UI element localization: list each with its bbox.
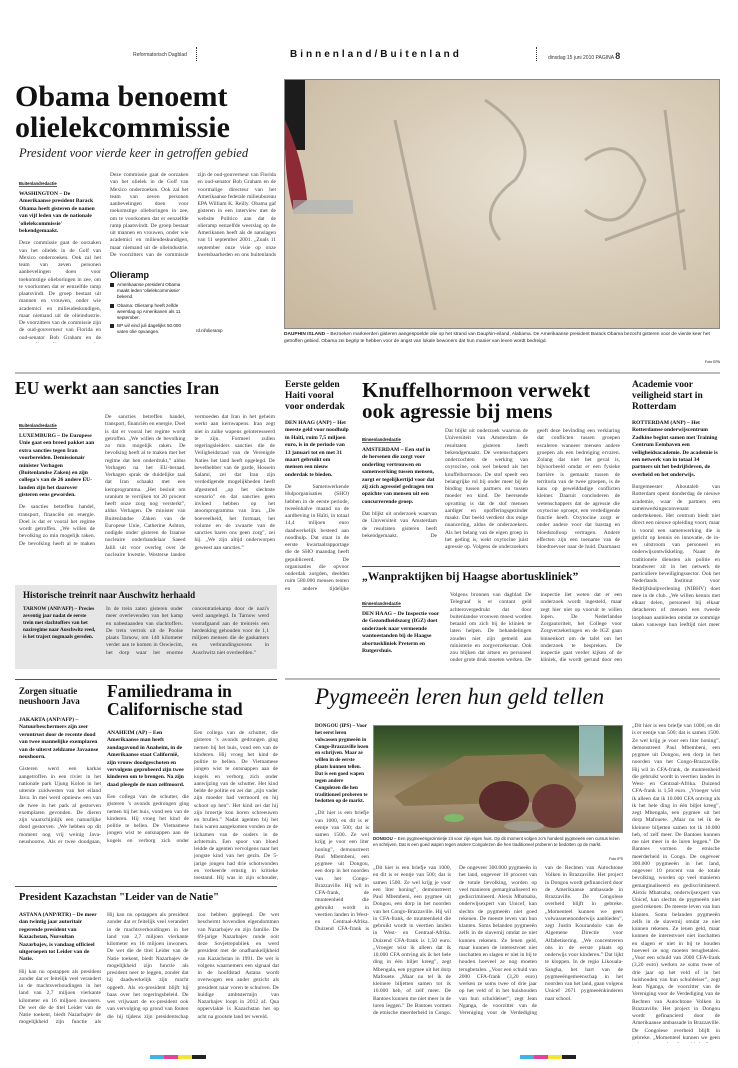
body-text: De Samenwerkende Hulporganisaties (SHO) hebben in de eerste periode, tweeënhalve maand na de aardbeving in Haïti, in totaal 14,4 miljoen euro daadwerkelijk besteed aan noodhulp. Dat staat in de eerste kwartaalrapportage die de SHO maandag heeft gepubliceerd. De organisaties die opvoor onderdak zorgden, deelden ruim 580.000 mensen tenten en andere tijdelijke bbox=[285, 484, 349, 592]
divider bbox=[362, 566, 620, 567]
headline-familiedrama: Familiedrama in Californische stad bbox=[107, 681, 243, 719]
lead: DEN HAAG (ANP) – Het meeste geld voor noodhulp in Haïti, ruim 7,5 miljoen euro, is in de periode van 13 januari tot en met 31 maart gebruikt om mensen een nieuw onderdak te bieden. bbox=[285, 420, 349, 478]
hut-illustration bbox=[374, 726, 624, 834]
haiti-column bbox=[285, 420, 349, 672]
lead: DEN HAAG – De Inspectie voor de Gezondheidszorg (IGZ) doet onderzoek naar vermeende wantoestanden bij de Haagse abortuskliniek Preterm en Rutgershuis. bbox=[362, 611, 440, 654]
pygmeeen-body: „Dit hier is een briefje van 1000, en dit is er eentje van 500; dat is samen 1500. Ze wel krijg je voor een liter honing”, demonstreert Paul Mbembeni, een pygmee uit Dongou, een dorp in het noorden van het Congo-Brazzaville. Hij wil in CFA-frank, de munteenheid die gebruikt wordt in veertien landen in West- en Centraal-Afrika. Duizend CFA-frank is 1,50 euro. „Vroeger wist ik alleen dat ik 10.000 CFA ontving als ik het hele ding in één biljet kreeg”, zegt Mbengala, een pygmee uit het dorp Mafouete. „Maar nu tel ik de kleinere biljetten samen tot ik 10.000 heb, of zelf meer. De Bantoes kunnen me niet meer in de luren leggen.” De Bantoes vormen de etnische meerderheid in Congo. De ongeveer 300.000 pygmeeën in het land, ongeveer 10 procent van de totale bevolking, worden op veel manieren gemarginaliseerd en gediscrimineerd. Alexis Mbatsaba, onderwijsexpert van Unicef, kan slechts de pygmeeën niet goed rekenen. De meeste leven van hun klanten. Soms belanden pygmeeën zelfs in de slavernij omdat ze niet kunnen rekenen. Ze lenen geld, maar kunnen de interestvoet niet inschatten en slagen er niet in bij te houden hoeveel ze nog moeten terugbetalen. „Voor een schuld van 2000 CFA-frank (3,20 euro) werken ze soms twee of drie jaar op het veld of in het huishouden van hun schuldeiser”, zegt Jean Nganga, de voorzitter van de Vereniging voor de Verdediging van de Rechten van Autochtone Volken in Brazzaville. Het project in Dongou wordt gefinancierd door de Amerikaanse ambassade in Brazzaville. De Congolese overheid blijft in gebreke. „Momenteel kunnen we geen volwassenenonderwijs aanbieden”, zegt Justin Kourandolo van de Algemene Directie voor Alfabetisering. „We concentreren ons in de eerste plaats op onderwijs voor kinderen.” Dat lijkt te kloppen. In de regio Likouala-Sangha, het hart van de pygmeeëngemeenschap in het noorden van het land, gaan volgens Unicef 2671 pygmeeënkinderen naar school. bbox=[373, 865, 623, 1016]
body-text: „Dit hier is een briefje van 1000, en dit is er eentje van 500; dat is samen 1500. Ze wel krijg je voor een liter honing”, demonstreert Paul Mbembeni, een pygmee uit Dongou, een dorp in het noorden van het Congo-Brazzaville. Hij wil in CFA-frank, de munteenheid die gebruikt wordt in veertien landen in West- en Centraal-Afrika. Duizend CFA-frank is bbox=[315, 810, 369, 933]
auschwitz-body: In de trein zaten gisteren onder meer overlevenden van het kamp en nabestaanden van slachtoffers. De trein vertrok uit de Poolse plaats Tarnow, om 140 kilometer verder aan te komen in Oswiecim, het dorp waar het enorme concentratiekamp door de nazi's werd aangelegd. In Tarnow werd voorafgaand aan de treinreis een herdenking gehouden voor de 1,1 miljoen mensen die de gaskamers en verbrandingsovens in Auschwitz niet overleefden.” bbox=[106, 606, 269, 656]
page-number: 8 bbox=[615, 51, 621, 61]
byline: Buitenlandredactie bbox=[19, 423, 57, 428]
sand-writing bbox=[285, 80, 721, 330]
oxytocine-lead-column bbox=[362, 428, 437, 562]
byline: Buitenlandredactie bbox=[19, 181, 57, 186]
academie-column bbox=[632, 420, 720, 672]
headline-haiti: Eerste gelden Haiti vooral voor onderdak bbox=[285, 380, 345, 412]
auschwitz-box bbox=[15, 585, 277, 669]
caption-text: – Bezoeken markeerden gisteren aangespoelde olie op het strand van Dauphin-eiland, Alabama. De Amerikaanse president Barack Obama bezocht gisteren voor de vierde keer het getroffen gebied. Obama zei begrip te hebben voor de angst van lokale bewoners dat hun manier van leven wordt bedreigd. bbox=[284, 332, 710, 344]
pygmeeen-body-end: „Dit hier is een briefje van 1000, en dit is er eentje van 500; dat is samen 1500. Ze wel krijg je voor een liter honing”, demonstreert Paul Mbembeni, een pygmee uit Dongou, een dorp in het noorden van het Congo-Brazzaville. Hij wil in CFA-frank, de munteenheid die gebruikt wordt in veertien landen in West- en Centraal-Afrika. Duizend CFA-frank is 1,50 euro. „Vroeger wist ik alleen dat ik 10.000 CFA ontving als ik het hele ding in één biljet kreeg”, zegt Mbengala, een pygmee uit het dorp Mafouete. „Maar nu tel ik de kleinere biljetten samen tot ik 10.000 heb, of zelf meer. De Bantoes kunnen me niet meer in de luren leggen.” De Bantoes vormen de etnische meerderheid in Congo. De ongeveer 300.000 pygmeeën in het land, ongeveer 10 procent van de totale bevolking, worden op veel manieren gemarginaliseerd en gediscrimineerd. Alexis Mbatsaba, onderwijsexpert van Unicef, kan slechts de pygmeeën niet goed rekenen. De meeste leven van hun klanten. Soms belanden pygmeeën zelfs in de slavernij omdat ze niet kunnen rekenen. Ze lenen geld, maar kunnen de interestvoet niet inschatten en slagen er niet in bij te houden hoeveel ze nog moeten terugbetalen. „Voor een schuld van 2000 CFA-frank (3,20 euro) werken ze soms twee of drie jaar op het veld of in het huishouden van hun schuldeiser”, zegt Jean Nganga, de voorzitter van de Vereniging voor de Verdediging van de Rechten van Autochtone Volken in Brazzaville. Het project in Dongou wordt gefinancierd door de Amerikaanse ambassade in Brazzaville. De Congolese overheid blijft in gebreke. „Momenteel kunnen we geen bbox=[632, 723, 720, 1041]
lead: TARNOW (ANP/AFP) – Precies zeventig jaar nadat de eerste trein met slachtoffers van het naziregime naar Auschwitz reed, is het traject nogmaals gereden. bbox=[23, 606, 96, 640]
lead: WASHINGTON – De Amerikaanse president Barack Obama heeft gisteren de namen van vijf leden van de nationale 'olielekcommissie' bekendgemaakt. bbox=[19, 191, 95, 234]
photo-credit: Foto IPS bbox=[609, 857, 623, 861]
photo-beach-oil bbox=[284, 79, 720, 329]
lead: JAKARTA (ANP/AFP) – Natuurbeschermers zijn zeer verontrust door de recente dood van twee mannelijke exemplaren van de uiterst zeldzame Javaanse neushoorn. bbox=[19, 717, 99, 760]
caption-place: DAUPHIN ISLAND bbox=[284, 332, 326, 337]
paper-name: Reformatorisch Dagblad bbox=[133, 52, 187, 58]
body-text: Deze commissie gaat de oorzaken van het olielek in de Golf van Mexico onderzoeken. Ook zal het team van zeven personen aanbevelingen doen voor toekomstige olieboringen in zee, om te voorkomen dat er eenzelfde ramp plaatsvindt. De groep bestaat uit mannen en vrouwen, onder wie academici en milieudeskundigen, maar niemand uit de olieindustrie. De voorzitters van de commissie zijn de oud-gouverneur van Florida en oud-senator Bob Graham en de bbox=[19, 240, 101, 341]
section-rule bbox=[15, 372, 720, 374]
body-text: Dat blijkt uit onderzoek waarvan de Universiteit van Amsterdam de resultaten gisteren heeft bekendgemaakt. De bbox=[362, 511, 437, 539]
headline-iran: EU werkt aan sancties Iran bbox=[15, 378, 220, 398]
familiedrama-body: Een collega van de schutter, die gisteren ’s avonds gedrongen ging nemen bij het huis, vond een van de kinderen. Hij vroeg het kind de politie te bellen. De Vietnamese jongen wist te ontsnappen aan de kogels en verborg zich onder aanwijzing van de schutter. Het kind belde de politie en zei dat „zijn vader zijn moeder had vermoord en hij schoot op hen”. Het kind zei dat hij zijn broertje kon horen schreeuwen en brullen.” Nadat agenten bij het huis waren aangekomen vonden ze de lichamen van de ouders in de achtertuin. Een spoor van bloed leidde de agenten vervolgens naar het jongste kind van het gezin. De 5-jarige jongen had drie schotwonden en verkeerde ernstig in kritieke toestand. Hij was in zijn schouder, bbox=[194, 730, 278, 881]
olieramp-link[interactable]: rd.nl/olieramp bbox=[196, 328, 223, 333]
lead: ANAHEIM (AP) – Een Amerikaanse man heeft zondagavond in Anaheim, in de Amerikaanse staat Californië, zijn vrouw doodgeschoten en vervolgens geprobeerd zijn twee kinderen om te brengen. Na zijn daad pleegde de man zelfmoord. bbox=[107, 730, 185, 788]
abortus-lead-column bbox=[362, 592, 442, 674]
headline-neushoorn: Zorgen situatie neushoorn Java bbox=[19, 686, 80, 707]
body-text: Burgemeester Aboutaleb van Rotterdam opent donderdag de nieuwe academie, waar de partners een samenwerkingsconvenant ondertekenen. Het centrum biedt niet direct een nieuwe opleiding voort, maar is vooral een samenwerking die is gericht op kennis en innovatie, de in- en uitstroom van personeel en onderwijsontwikkeling. Naast de traditionele diensten als politie en brandweer zit in het netwerk de particuliere beveiligingssector. Ook het Nederlands Instituut voor Bedrijfshulpverlening (NIBHV) doet mee in de club. „We willen kennis met elkaar delen, personeel bij elkaar detacheren of mensen een tweede loopbaan aanbieden omdat ze sommige taken vanwege hun leeftijd niet meer bbox=[632, 484, 720, 628]
divider bbox=[196, 47, 197, 61]
date-text: dinsdag 15 juni 2010 PAGINA bbox=[548, 55, 614, 61]
abortus-body: Volgens bronnen van dagblad De Telegraaf is er contant geld achterovergedrukt dat door buitenlandse vrouwen moest worden betaald om zich bij de kliniek te laten helpen. De behandelingen zouden niet zijn gemeld aan ministerie en zorgverzekeraar. Ook zou blijken dat artsen en personeel onder grote druk moeten werken. De inspectie liet weten dat er een onderzoek wordt ingesteld, maar zegt hier niet op vooruit te willen lopen. De Nederlandse Zorgautoriteit, het College voor Zorgverzekeringen en de IGZ gaan binnenkort om de tafel om het onderzoek te bespreken. De inspectie gaat verder kijken of de kliniek, die wordt gerund door een bbox=[450, 592, 622, 664]
lead: AMSTERDAM – Een stof in de hersenen die zorgt voor onderling vertrouwen en samenwerking tussen mensen, zorgt er tegelijkertijd voor dat zij zich agressief gedragen ten opzichte van mensen uit een concurrerende groep. bbox=[362, 447, 435, 505]
box-item: Amerikaanse president Obama maakt leden 'olielekcommissie' bekend. bbox=[110, 282, 190, 301]
obama-body: Deze commissie gaat de oorzaken van het olielek in de Golf van Mexico onderzoeken. Ook zal het team van zeven personen aanbevelingen doen voor toekomstige olieboringen in zee, om te voorkomen dat er eenzelfde ramp plaatsvindt. De groep bestaat uit mannen en vrouwen, onder wie academici en milieudeskundigen, maar niemand uit de olieindustrie. De voorzitters van de commissie zijn de oud-gouverneur van Florida en oud-senator Bob Graham en de voormalige directeur van het Amerikaanse federale milieubureau EPA William K. Reilly. Obama gaf gisteren in een interview met de website Politico aan dat de olieramp eenzelfde weerslag op de Amerikanen heeft als de aanslagen van 11 september 2001. „Zoals 11 september onze visie op onze kwetsbaarheden en ons buitenlands bbox=[110, 172, 276, 258]
lead: ASTANA (ANP/RTR) – De meer dan twintig jaar autoritair regerende president van Kazachstan, Nursultan Nazarbajev, is vandaag officieel uitgeroepen tot Leider van de Natie. bbox=[19, 912, 97, 963]
divider bbox=[536, 47, 537, 61]
divider bbox=[15, 679, 277, 680]
auschwitz-lead-column bbox=[23, 606, 98, 663]
subheadline-obama: President voor vierde keer in getroffen gebied bbox=[19, 146, 249, 160]
divider bbox=[15, 886, 277, 887]
page-date bbox=[548, 51, 620, 61]
print-color-bar bbox=[150, 1055, 206, 1059]
headline-pygmeeen: Pygmeeën leren hun geld tellen bbox=[315, 684, 605, 709]
neushoorn-column bbox=[19, 717, 101, 881]
headline-auschwitz: Historische treinrit naar Auschwitz herhaald bbox=[23, 590, 196, 600]
oxytocine-body: Dat blijkt uit onderzoek waarvan de Universiteit van Amsterdam de resultaten gisteren heeft bekendgemaakt. De wetenschappers onderzochten de werking van oxytocine, ook wel bekend als het knuffelhormoon. De stof speelt een belangrijke rol bij onder meer bij de binding tussen partners en tussen moeder en kind. De heersende opvatting is dat de stof mensen aardiger en opofferingsgezinder maakt. Dat beeld verdient dus enige nuancering, aldus de onderzoekers. Als het belang van de eigen groep in het geding is, wekt oxytocine juist agressie op. Volgens de onderzoekers geeft deze bevinding een verklaring dat conflicten tussen groepen escaleren wanneer mensen andere groepen als een bedreiging ervaren. Zolang dat niet het geval is, bijvoorbeeld omdat er een fysieke barrière is gemaakt tussen de territoria van de twee groepen, is de kans op gewelddadige conflicten kleiner. Daaruit concluderen de wetenschappers dat de agressie die oxytocine oproept, een verdedigende functie heeft. Oxytocine zorgt er onder andere voor dat barstag en bloedstolloop vertragen. Andere effecten zijn een toename van de bloedtoevoer naar de huid. Daarnaast bbox=[445, 428, 620, 550]
olieramp-box bbox=[110, 270, 190, 338]
pygmeeen-lead-column bbox=[315, 723, 369, 1043]
kazachstan-lead-column bbox=[19, 912, 101, 1046]
photo-caption bbox=[284, 332, 720, 345]
obama-lead-column bbox=[19, 172, 101, 368]
caption-place: DONGOU bbox=[373, 836, 393, 841]
headline-oxytocine: Knuffelhormoon verwekt ook agressie bij mens bbox=[362, 378, 591, 424]
photo-caption bbox=[373, 836, 623, 848]
headline-kazachstan: President Kazachstan "Leider van de Natie" bbox=[19, 892, 219, 903]
lead: LUXEMBURG – De Europese Unie gaat een breed pakket aan extra sancties tegen Iran voorbereiden. Demissionair minister Verhagen (Buitenlandse Zaken) en zijn collega's van de 26 andere EU-landen zijn het daarover gisteren eens geworden. bbox=[19, 433, 95, 498]
body-text: De sancties betreffen handel, transport, financiën en energie. Doel is dat er vooral het regime wordt getroffen. „We willen de bevolking zo min mogelijk raken. De bevolking heeft al te maken bbox=[19, 504, 95, 547]
byline: Binnenlandredactie bbox=[362, 437, 401, 442]
iran-body: De sancties betreffen handel, transport, financiën en energie. Doel is dat er vooral het regime wordt getroffen. „We willen de bevolking zo min mogelijk raken. De bevolking heeft al te maken met het regime dat hen onderdrukt,” aldus Verhagen na het EU-beraad. Verhagen sprak de duidelijke taal dat Iran schaakt met een kernprogramma. „Het besluit om uranium te verrijken tot 20 procent heeft onze zorg nog versterkt”, aldus Verhagen. De minister van Buitenlandse Zaken van de Europese Unie, Catherine Ashton, nodigde onder gisteren de Iraanse nucleaire onderhandelaar Saeed Jalili uit voor overleg over de nucleaire kwestie. Westerse landen vermoeden dat Iran in het geheim werkt aan kernwapens. Iran zegt niet in zulke wapens geïnteresseerd te zijn. Formeel zullen regeringsleiders sancties die de Veiligheidsraad van de Verenigde Naties het land heeft opgelegd. De bevelhebber van de garde, Hossein Salami, zei dat Iran zijn verdedigende mogelijkheden heeft afgestemd „op het slechtste scenario” en dat sancties geen invloed hebben op het atoomprogramma van Iran. „De hoeveelheid, het formaat, het volume en de zwaarte van de sancties baren ons geen zorg”, zei hij. „We zijn altijd onderworpen geweest aan sancties.” bbox=[105, 414, 275, 558]
section-title: Binnenland/Buitenland bbox=[290, 49, 462, 60]
body-text: Een collega van de schutter, die gisteren ’s avonds gedrongen ging nemen bij het huis, vond een van de kinderen. Hij vroeg het kind de politie te bellen. De Vietnamese jongen wist te ontsnappen aan de kogels en verborg zich onder bbox=[107, 794, 189, 844]
photo-pygmy-family bbox=[373, 725, 623, 833]
headline-abortus: „Wanpraktijken bij Haagse abortuskliniek” bbox=[362, 571, 579, 583]
byline: Binnenlandredactie bbox=[362, 601, 401, 606]
headline-obama: Obama benoemt olielekcommissie bbox=[15, 80, 230, 144]
box-title: Olieramp bbox=[110, 270, 150, 280]
box-item: Obama: Olieramp heeft zelfde weerslag op Amerikanen als 11 september. bbox=[110, 303, 190, 322]
photo-credit: Foto EPA bbox=[704, 360, 720, 364]
body-text: Hij kan nu opstappen als president zonder dat er feitelijk veel verandert in de machtsverhoudingen in het land van 2,7 miljoen vierkante kilometer en 16 miljoen inwoners. De wet die de titel Leider van de Natie toekent, biedt Nazarbajev de mogelijkheid zijn functie als bbox=[19, 968, 101, 1026]
caption-text: – Een pygmeeëngezinnetje zit voor zijn eigen huis. Op dit moment volgen zo'n honderd pygmeeën een cursus lezen en schrijven. Dat is een goed wapen tegen andere Congolezen die hen traditioneel proberen te bedotten op de markt. bbox=[373, 836, 620, 848]
print-color-bar bbox=[520, 1055, 576, 1059]
familiedrama-lead-column bbox=[107, 730, 189, 880]
body-text: Gisteren werd een karkas aangetroffen in een rivier in het nationale park Ujung Kolon in het uiterste zuidwesten van het eiland Java. In mei werd opnieuw een van de twee in het park al gestorven exemplaren gevonden. De dieren zijn waarschijnlijk een natuurlijke dood gestorven. „We hebben op dit moment nog vrij weinig Java-neushoorns. Als er twee doodgaan, bbox=[19, 766, 101, 845]
link-row[interactable] bbox=[196, 322, 276, 333]
box-item: BP wil eind juli dagelijks 50.000 vaten olie opvangen. bbox=[110, 323, 190, 335]
kazachstan-body: Hij kan nu opstappen als president zonder dat er feitelijk veel verandert in de machtsverhoudingen in het land van 2,7 miljoen vierkante kilometer en 16 miljoen inwoners. De wet die de titel Leider van de Natie toekent, biedt Nazarbajev de mogelijkheid zijn functie als president neer te leggen, zonder dat hij daadwerkelijk zijn macht opgeeft. Als ex-president blijft hij baas over het regeringsbeleid. De wet vrijwaart de ex-president ook van vervolging op grond van fouten die hij tijdens zijn presidentschap zou hebben gepleegd. De wet beschermt bovendien eigendommen van Nazarbajev en zijn familie. De 69-jarige Nazarbajev runde ooit deze Sovjetrepubliek en werd president met de onafhankelijkheid van Kazachstan in 1991. De wet is volgens waarnemers een signaal dat in de hoofdstad Astana wordt overwogen een ander gezicht als president naar voren te schuiven. De huidige ambtstermijn van Nazarbajev loopt in 2012 af. Qua oppervlakte is Kazachstan het op acht na grootste land ter wereld. bbox=[107, 912, 279, 1020]
section-rule bbox=[285, 678, 720, 680]
lead: ROTTERDAM (ANP) – Het Rotterdamse onderwijscentrum Zadkine begint samen met Training Centrum Eemhaven een veiligheidsacademie. De academie is een netwerk van in totaal 34 partners uit het bedrijfsleven, de overheid en het onderwijs. bbox=[632, 420, 718, 478]
lead: DONGOU (IPS) – Voor het eerst leren volwassen pygmeeën in Congo-Brazzaville lezen en schrijven. Maar ze willen in de eerste plaats kunnen tellen. Dat is een goed wapen tegen andere Congolezen die hen traditioneel proberen te bedotten op de markt. bbox=[315, 723, 369, 805]
iran-lead-column bbox=[19, 414, 95, 579]
headline-academie: Academie voor veiligheid start in Rotterdam bbox=[632, 380, 703, 412]
